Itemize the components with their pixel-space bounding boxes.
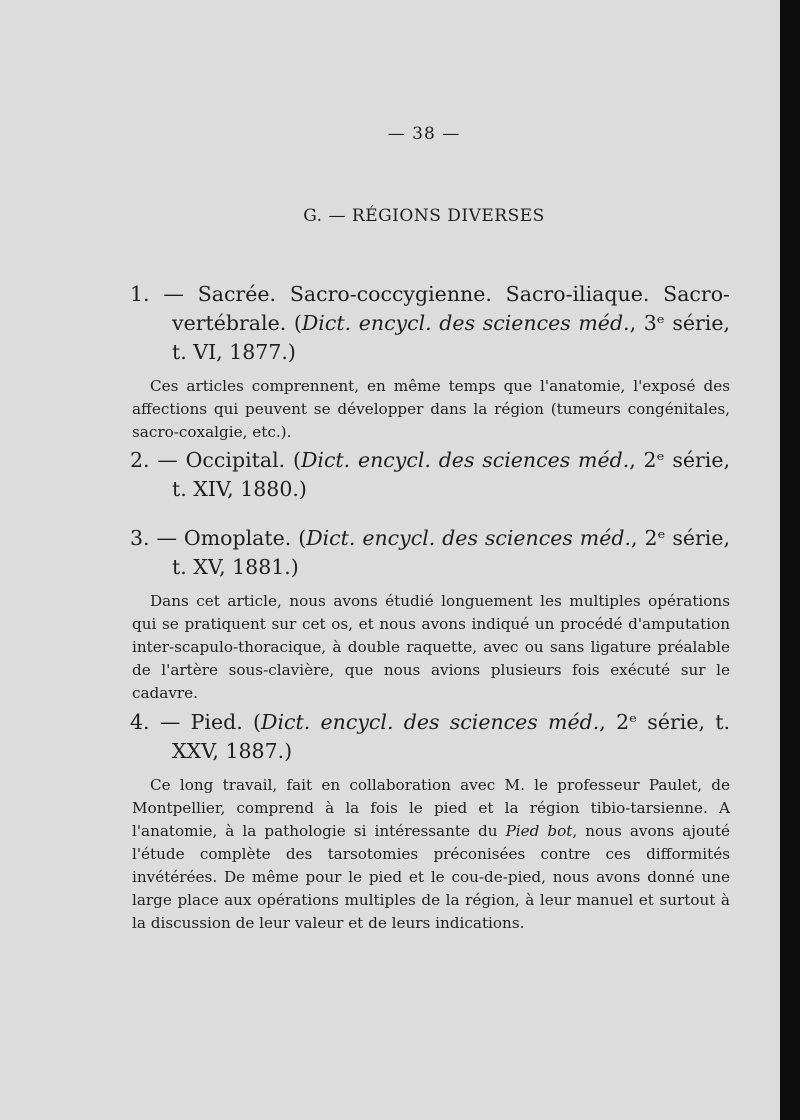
entry-heading [130,446,730,504]
description-italic-term: Pied bot [505,822,573,840]
entry-title: Sacrée. Sacro-coccygienne. Sacro-iliaque. Sacro-vertébrale. [172,282,730,335]
entry-2 [130,446,730,504]
description-text: Ce long travail, fait en collaboration avec M. le professeur Paulet, de Montpellier, comprend à la fois le pied et la région tibio-tarsienne. A l'anatomie, à la pathologie si intéressante du [132,776,730,840]
entry-description: Dans cet article, nous avons étudié longuement les multiples opérations qui se pratiquent sur cet os, et nous avons indiqué un procédé d'amputation inter-scapulo-thoracique, à double raquette, avec ou sans ligature préalable de l'artère sous-clavière, que nous avions plusieurs fois exécuté sur le cadavre. [132,592,730,702]
entry-title: Omoplate. [183,526,292,550]
entry-reference-italic: Dict. encycl. des sciences méd. [261,710,600,734]
entry-number: 4. — [130,710,181,734]
entry-reference-italic: Dict. encycl. des sciences méd. [306,526,632,550]
entry-reference-open: ( [293,311,302,335]
entry-number: 1. — [130,282,184,306]
entry-title: Pied. [190,710,243,734]
description-text: , nous avons ajouté l'étude complète des tarsotomies préconisées contre ces difformités invétérées. De même pour le pied et le cou-de-pied, nous avons donné une large place aux opérations multiples de la région, à leur manuel et surtout à la discussion de leur valeur et de leurs indications. [132,822,730,932]
entry-reference-rest: , 2ᵉ série, t. XIV, 1880.) [172,448,730,501]
section-title: G. — RÉGIONS DIVERSES [303,206,545,226]
entry-number: 2. — [130,448,178,472]
entry-reference-rest: , 3ᵉ série, t. VI, 1877.) [172,311,730,364]
entry-reference-italic: Dict. encycl. des sciences méd. [300,448,630,472]
entry-4 [130,708,730,935]
entry-1 [130,280,730,444]
entry-title: Occipital. [185,448,286,472]
entry-number: 3. — [130,526,177,550]
scan-edge [780,0,800,1120]
entry-reference-italic: Dict. encycl. des sciences méd. [301,311,630,335]
entry-reference-open: ( [298,526,307,550]
entry-3 [130,524,730,705]
entry-reference-rest: , 2ᵉ série, t. XV, 1881.) [172,526,730,579]
entry-reference-open: ( [292,448,301,472]
entry-description: Ces articles comprennent, en même temps que l'anatomie, l'exposé des affections qui peuvent se développer dans la région (tumeurs congénitales, sacro-coxalgie, etc.). [132,377,730,441]
entry-heading [130,280,730,367]
entry-heading [130,524,730,582]
entry-heading [130,708,730,766]
entry-reference-rest: , 2ᵉ série, t. XXV, 1887.) [172,710,730,763]
page-number: — 38 — [387,124,461,144]
entry-reference-open: ( [253,710,262,734]
entry-description [132,774,730,935]
